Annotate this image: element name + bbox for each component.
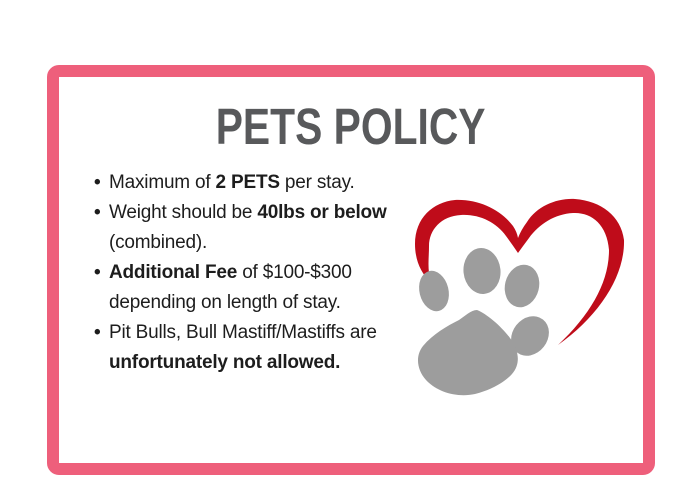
paw-toe-3 (500, 261, 543, 311)
paw-toe-2 (461, 246, 503, 296)
policy-bullet (94, 168, 387, 198)
policy-bullets (94, 168, 387, 378)
bullet-text-segment: Pit Bulls, Bull Mastiff/Mastiffs are (109, 322, 377, 343)
bullet-text-segment: per stay. (279, 172, 355, 193)
bullet-text-segment: of $100-$300 (237, 262, 352, 283)
heart-paw-graphic (413, 196, 631, 402)
page-title-text: PETS POLICY (216, 98, 486, 155)
bullet-text-segment: (combined). (109, 232, 208, 253)
policy-bullet (94, 258, 387, 318)
paw-icon (415, 246, 557, 395)
paw-toe-1 (415, 268, 453, 315)
paw-main-pad (418, 310, 518, 395)
bullet-text-segment: unfortunately not allowed. (109, 352, 341, 373)
policy-bullet (94, 318, 387, 378)
policy-bullet (94, 198, 387, 258)
page-title (59, 99, 643, 155)
bullet-text-segment: Additional Fee (109, 262, 238, 283)
bullet-text-segment: Weight should be (109, 202, 258, 223)
bullet-text-segment: 2 PETS (215, 172, 280, 193)
bullet-text-segment: depending on length of stay. (109, 292, 341, 313)
bullet-text-segment: 40lbs or below (257, 202, 387, 223)
bullet-text-segment: Maximum of (109, 172, 216, 193)
